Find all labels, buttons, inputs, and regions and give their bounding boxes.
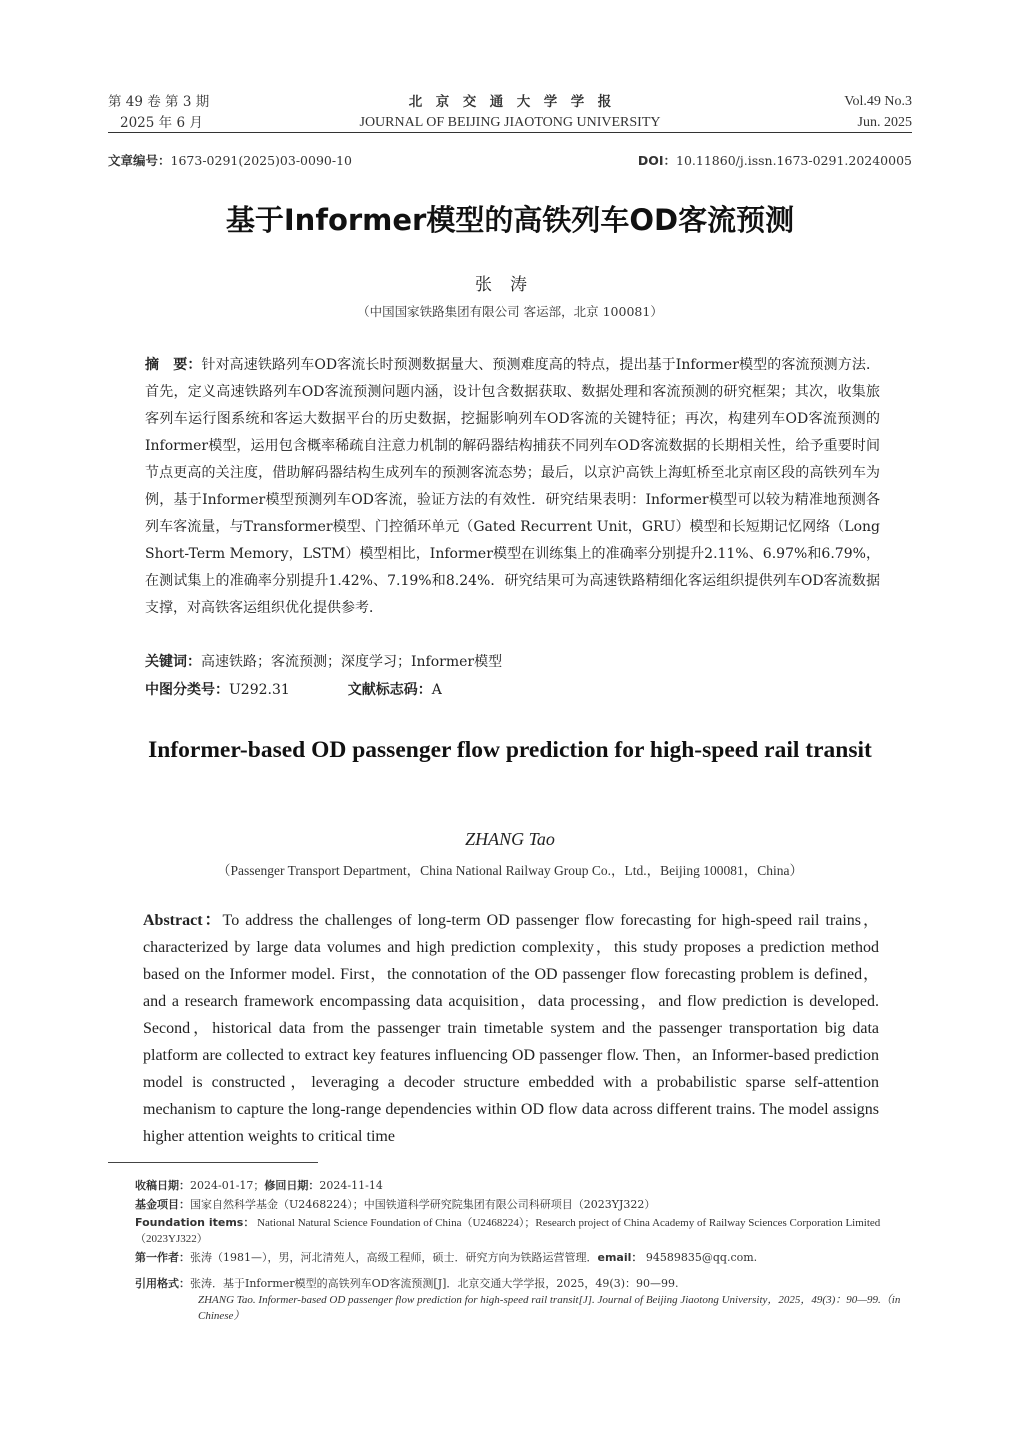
email-value[interactable]: 94589835@qq.com. (645, 1251, 758, 1264)
footnote-rule (108, 1162, 318, 1163)
article-number-value: 1673-0291(2025)03-0090-10 (170, 153, 352, 168)
header-date-en: Jun. 2025 (857, 115, 912, 130)
fund-en-label: Foundation items： (135, 1216, 255, 1229)
received-date: 2024-01-17； (190, 1179, 265, 1192)
abstract-cn-label: 摘 要： (145, 357, 202, 373)
abstract-en (143, 907, 879, 1150)
journal-name-cn: 北 京 交 通 大 学 学 报 (408, 94, 612, 110)
footnote-dates (135, 1178, 915, 1194)
citation-label: 引用格式： (135, 1277, 190, 1290)
revised-label: 修回日期： (264, 1179, 320, 1192)
doi-value[interactable]: 10.11860/j.issn.1673-0291.20240005 (676, 153, 912, 168)
revised-date: 2024-11-14 (319, 1179, 383, 1192)
abstract-en-text: To address the challenges of long-term OD passenger flow forecasting for high-speed rail trains，characterized by large data volumes and high prediction complexity，this study proposes a prediction method based on the Informer model. First，the connotation of the OD passenger flow forecasting problem is defined，and a research framework encompassing data acquisition，data processing，and flow prediction is developed. Second，historical data from the passenger train timetable system and the passenger transportation big data platform are collected to extract key features influencing OD passenger flow. Then，an Informer-based prediction model is constructed，leveraging a decoder structure embedded with a probabilistic sparse self-attention mechanism to capture the long-range dependencies within OD flow data across different trains. The model assigns higher attention weights to critical time (143, 912, 880, 1145)
affiliation-cn: （中国国家铁路集团有限公司 客运部，北京 100081） (357, 304, 663, 319)
keywords-cn-text: 高速铁路；客流预测；深度学习；Informer模型 (201, 654, 503, 670)
footnote-author (135, 1250, 915, 1266)
author-en: ZHANG Tao (465, 829, 555, 849)
header-vol-no: Vol.49 No.3 (844, 94, 912, 109)
email-label: email： (597, 1251, 643, 1264)
abstract-en-label: Abstract： (143, 912, 223, 929)
classification (145, 679, 442, 699)
page-title-cn: 基于Informer模型的高铁列车OD客流预测 (225, 203, 795, 237)
header-volume: 第 49 卷 第 3 期 (108, 94, 210, 110)
first-author-label: 第一作者： (135, 1251, 190, 1264)
citation-en: ZHANG Tao. Informer-based OD passenger flow prediction for high-speed rail transit[J]. Journal of Beijing Jiaotong University，2025，49(3)：90—99.（in Chinese） (198, 1294, 901, 1322)
clc-value: U292.31 (229, 682, 290, 698)
journal-name-en: JOURNAL OF BEIJING JIAOTONG UNIVERSITY (359, 115, 661, 130)
first-author-info: 张涛（1981—），男，河北清苑人，高级工程师，硕士．研究方向为铁路运营管理． (190, 1251, 598, 1264)
doi (638, 151, 912, 169)
keywords-cn-label: 关键词： (145, 654, 201, 670)
doc-code-label: 文献标志码： (347, 682, 432, 698)
footnote-fund (135, 1197, 915, 1213)
clc-label: 中图分类号： (145, 682, 229, 698)
abstract-cn-text: 针对高速铁路列车OD客流长时预测数据量大、预测难度高的特点，提出基于Informer模型的客流预测方法．首先，定义高速铁路列车OD客流预测问题内涵，设计包含数据获取、数据处理和客流预测的研究框架；其次，收集旅客列车运行图系统和客运大数据平台的历史数据，挖掘影响列车OD客流的关键特征；再次，构建列车OD客流预测的Informer模型，运用包含概率稀疏自注意力机制的解码器结构捕获不同列车OD客流数据的长期相关性，给予重要时间节点更高的关注度，借助解码器结构生成列车的预测客流态势；最后，以京沪高铁上海虹桥至北京南区段的高铁列车为例，基于Informer模型预测列车OD客流，验证方法的有效性．研究结果表明：Informer模型可以较为精准地预测各列车客流量，与Transformer模型、门控循环单元（Gated Recurrent Unit，GRU）模型和长短期记忆网络（Long Short-Term Memory，LSTM）模型相比，Informer模型在训练集上的准确率分别提升2.11%、6.97%和6.79%，在测试集上的准确率分别提升1.42%、7.19%和8.24%．研究结果可为高速铁路精细化客运组织提供列车OD客流数据支撑，对高铁客运组织优化提供参考． (145, 357, 881, 616)
article-number (108, 151, 352, 169)
header-date-cn: 2025 年 6 月 (120, 115, 203, 131)
keywords-cn (145, 651, 502, 671)
affiliation-en: （Passenger Transport Department，China National Railway Group Co.，Ltd.，Beijing 100081，China） (216, 863, 804, 878)
author-cn: 张涛 (475, 275, 545, 295)
citation-cn: 张涛．基于Informer模型的高铁列车OD客流预测[J]．北京交通大学学报，2025，49(3)：90—99. (190, 1277, 679, 1290)
fund-en-text: National Natural Science Foundation of China（U2468224）；Research project of China Academy of Railway Sciences Corporation Limited（2023YJ322） (135, 1217, 881, 1245)
fund-text: 国家自然科学基金（U2468224）；中国铁道科学研究院集团有限公司科研项目（2023YJ322） (190, 1198, 656, 1211)
footnote-citation (135, 1276, 915, 1324)
doc-code-value: A (431, 682, 442, 698)
footnote-fund-en (135, 1215, 915, 1247)
article-number-label: 文章编号： (108, 153, 171, 168)
received-label: 收稿日期： (135, 1179, 190, 1192)
header-rule (108, 132, 912, 133)
fund-label: 基金项目： (135, 1198, 190, 1211)
abstract-cn (145, 352, 880, 622)
doi-label: DOI： (637, 153, 676, 168)
page-title-en: Informer-based OD passenger flow prediction for high-speed rail transit (148, 737, 872, 763)
